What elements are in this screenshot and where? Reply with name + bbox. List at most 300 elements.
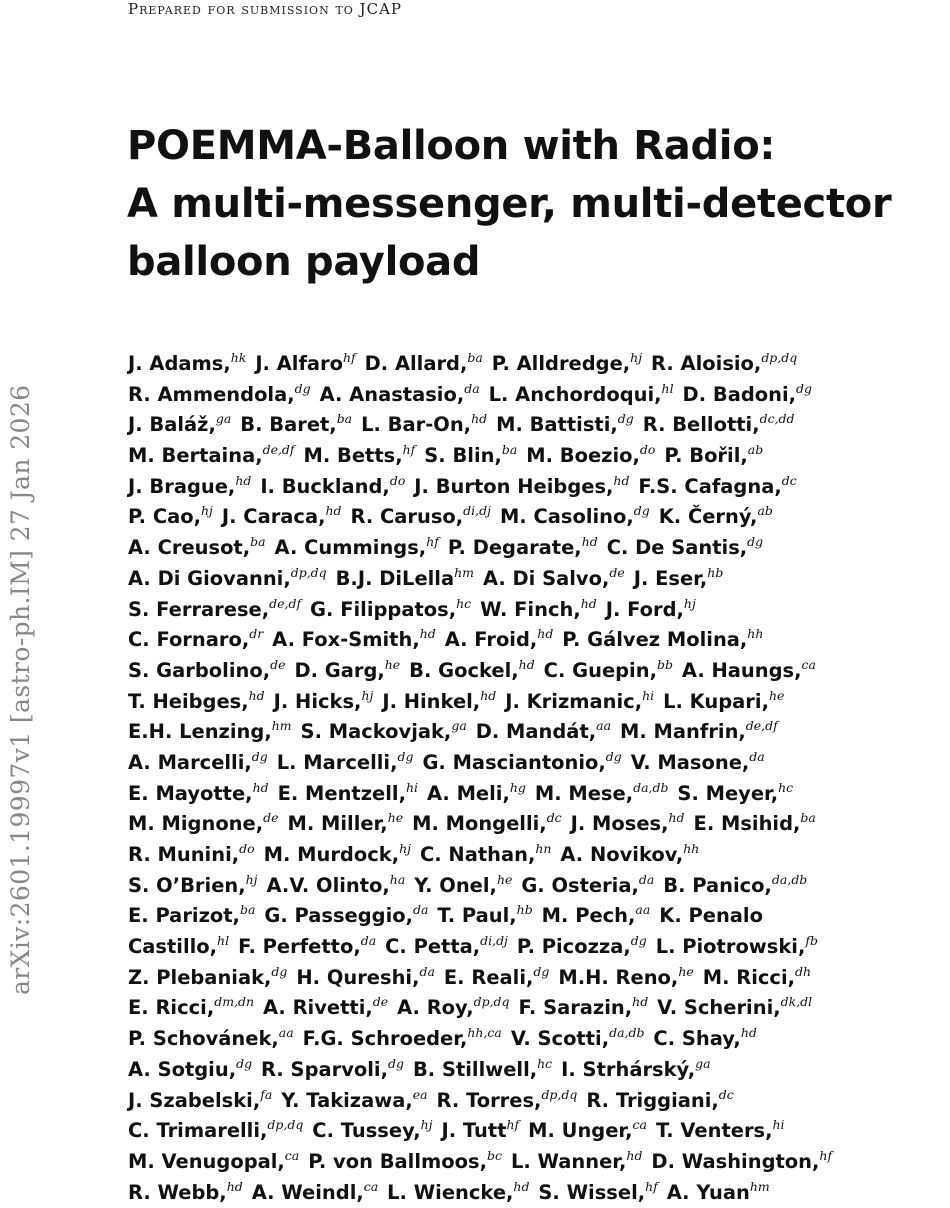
affiliation-marker: hk (230, 350, 247, 365)
affiliation-marker: hd (325, 503, 342, 519)
author-entry (260, 472, 406, 498)
affiliation-marker: ca (632, 1117, 647, 1133)
author-entry (240, 413, 352, 436)
affiliation-marker: do (639, 442, 656, 458)
author-entry (651, 352, 797, 375)
author-entry (659, 505, 773, 528)
affiliation-marker: he (387, 810, 404, 826)
author-name: J. Baláž, (128, 413, 216, 437)
author-entry (528, 1119, 647, 1142)
affiliation-marker: fa (260, 1086, 273, 1102)
author-entry (128, 564, 327, 590)
author-name: A. Di Salvo, (482, 566, 610, 590)
author-entry (310, 595, 472, 621)
affiliation-marker: hf (402, 442, 416, 458)
author-entry (365, 352, 483, 375)
affiliation-marker: hi (642, 687, 655, 703)
author-name: E. Mentzell, (277, 781, 406, 805)
affiliation-marker: hm (271, 718, 292, 734)
author-entry (275, 536, 439, 559)
author-name: F. Sarazin, (518, 996, 633, 1020)
author-entry (607, 536, 763, 559)
affiliation-marker: bc (486, 1147, 502, 1163)
affiliation-marker: hj (399, 841, 411, 856)
affiliation-marker: hf (506, 1117, 520, 1133)
author-entry (128, 656, 286, 682)
author-name: R. Ammendola, (128, 382, 295, 406)
author-entry (263, 996, 388, 1019)
affiliation-marker: dg (617, 411, 634, 427)
affiliation-marker: hd (518, 656, 535, 672)
author-entry (304, 444, 416, 467)
author-name: A. Marcelli, (128, 750, 252, 774)
author-name: Z. Plebaniak, (128, 965, 272, 989)
author-entry (412, 1055, 553, 1081)
author-name: P. Alldredge, (491, 352, 631, 375)
author-entry (128, 595, 302, 621)
author-entry (681, 656, 816, 682)
author-entry (281, 1086, 428, 1112)
author-entry (620, 720, 778, 743)
author-entry (496, 413, 634, 436)
author-name: M. Casolino, (499, 505, 634, 529)
author-name: B. Gockel, (409, 658, 519, 682)
author-entry (287, 812, 403, 835)
author-name: J. Krizmanic, (505, 689, 643, 713)
author-name: A. Sotgiu, (128, 1057, 237, 1081)
author-name: V. Scherini, (657, 996, 781, 1020)
affiliation-marker: dg (533, 963, 550, 979)
affiliation-marker: hb (707, 564, 724, 580)
affiliation-marker: fb (805, 933, 818, 949)
author-entry (630, 748, 765, 774)
author-line (128, 564, 946, 595)
author-entry (301, 720, 467, 743)
affiliation-marker: aa (635, 902, 651, 918)
author-name: P. Picozza, (516, 935, 631, 959)
author-entry (543, 656, 673, 682)
author-name: C. Guepin, (543, 658, 657, 682)
affiliation-marker: hd (626, 1147, 643, 1163)
affiliation-marker: hj (201, 503, 213, 519)
author-entry (663, 871, 808, 897)
affiliation-marker: hd (419, 626, 436, 642)
author-entry (605, 595, 696, 621)
author-name: R. Munini, (128, 843, 240, 866)
affiliation-marker: da,db (633, 779, 669, 795)
author-name: M. Bertaina, (128, 444, 263, 468)
author-name: C. Fornaro, (128, 628, 250, 652)
author-entry (319, 380, 480, 406)
author-name: J. Alfaro (255, 352, 343, 375)
author-name: E. Reali, (443, 965, 534, 989)
title-line: A multi-messenger, multi-detector (127, 181, 892, 227)
affiliation-marker: dg (747, 534, 764, 550)
author-entry (651, 1147, 833, 1173)
author-entry (517, 935, 647, 958)
affiliation-marker: de (270, 656, 286, 672)
affiliation-marker: dr (249, 626, 264, 642)
author-name: L. Wanner, (510, 1149, 627, 1173)
author-name: A. Cummings, (274, 536, 427, 560)
affiliation-marker: hf (819, 1147, 833, 1163)
title-line: balloon payload (127, 239, 481, 285)
affiliation-marker: hj (361, 687, 374, 703)
affiliation-marker: ca (801, 656, 816, 672)
author-line (128, 380, 946, 411)
author-name: L. Wiencke, (387, 1180, 514, 1204)
author-name: S. Blin, (424, 444, 502, 468)
affiliation-marker: hc (778, 779, 794, 795)
author-entry (511, 1027, 645, 1050)
affiliation-marker: hc (537, 1055, 553, 1071)
author-name: J. Ford, (605, 597, 684, 621)
author-name: D. Washington, (651, 1149, 820, 1173)
author-name: A. Yuan (666, 1180, 750, 1204)
author-entry (677, 779, 794, 805)
running-header: Prepared for submission to JCAP (128, 0, 403, 18)
author-name: J. Adams, (128, 352, 231, 375)
author-name: M. Battisti, (496, 413, 618, 437)
affiliation-marker: aa (596, 718, 612, 734)
author-name: S. Garbolino, (128, 658, 271, 682)
affiliation-marker: di,dj (480, 933, 508, 949)
author-entry (571, 812, 685, 835)
author-entry (443, 963, 550, 989)
author-entry (128, 1178, 243, 1204)
affiliation-marker: dg (251, 748, 268, 764)
author-name: A. Di Giovanni, (128, 566, 291, 590)
author-entry (128, 413, 231, 436)
affiliation-marker: ca (363, 1178, 379, 1194)
author-name: J. Brague, (128, 474, 236, 498)
author-name: B. Panico, (663, 873, 772, 897)
author-name: B. Stillwell, (412, 1057, 538, 1081)
author-line (128, 871, 946, 902)
affiliation-marker: dp,dq (290, 564, 327, 580)
affiliation-marker: dh (795, 963, 812, 979)
affiliation-marker: hd (537, 626, 554, 642)
author-entry (238, 935, 376, 958)
author-entry (266, 871, 406, 897)
author-name: A. Meli, (426, 781, 510, 805)
author-entry (534, 779, 669, 805)
author-name: C. Petta, (385, 935, 481, 959)
affiliation-marker: he (384, 656, 401, 672)
author-name: G. Filippatos, (310, 597, 457, 621)
affiliation-marker: dg (397, 748, 414, 764)
author-name: C. Trimarelli, (128, 1119, 268, 1143)
author-name: C. Tussey, (312, 1119, 421, 1143)
author-name: C. Nathan, (419, 843, 536, 866)
affiliation-marker: ba (800, 810, 816, 826)
author-entry (488, 380, 674, 406)
author-name: P. Bořil, (664, 444, 748, 468)
author-entry (128, 1055, 253, 1081)
author-name: P. Schovánek, (128, 1027, 279, 1051)
author-entry (128, 812, 278, 835)
title-line: POEMMA-Balloon with Radio: (127, 123, 776, 169)
affiliation-marker: hj (420, 1117, 433, 1133)
author-name: B. Baret, (240, 413, 337, 437)
author-name: R. Caruso, (350, 505, 464, 529)
author-entry (694, 812, 816, 835)
author-line (128, 963, 946, 994)
author-entry (251, 1178, 379, 1204)
author-line (128, 441, 946, 472)
author-line (128, 1055, 946, 1086)
affiliation-marker: hd (632, 994, 649, 1010)
affiliation-marker: he (496, 871, 513, 887)
affiliation-marker: he (678, 963, 694, 979)
author-entry (414, 472, 630, 498)
author-entry (656, 1119, 785, 1142)
author-entry (128, 843, 255, 866)
author-name: F.S. Cafagna, (638, 474, 782, 498)
author-name: D. Mandát, (475, 720, 597, 744)
author-entry (448, 536, 598, 559)
author-name: I. Strhárský, (561, 1057, 696, 1081)
affiliation-marker: dp,dq (267, 1117, 304, 1133)
affiliation-marker: dg (236, 1055, 253, 1071)
author-entry (128, 1086, 273, 1112)
affiliation-marker: de,df (262, 442, 295, 458)
author-line (128, 625, 946, 656)
author-entry (385, 935, 508, 958)
author-name: A. Haungs, (681, 658, 802, 682)
author-name: J. Hicks, (273, 689, 362, 713)
affiliation-marker: hd (480, 687, 497, 703)
author-line (128, 595, 946, 626)
affiliation-marker: ba (501, 442, 518, 458)
author-name: P. Gálvez Molina, (562, 628, 748, 652)
author-name: H. Qureshi, (296, 965, 420, 989)
author-line (128, 472, 946, 503)
author-name: W. Finch, (480, 597, 581, 621)
author-name: M.H. Reno, (558, 965, 679, 989)
author-entry (128, 963, 288, 989)
affiliation-marker: hd (740, 1025, 757, 1041)
author-entry (335, 564, 474, 590)
affiliation-marker: hd (580, 595, 597, 611)
author-name: I. Buckland, (260, 474, 390, 498)
author-entry (128, 1119, 303, 1142)
author-entry (505, 687, 655, 713)
author-entry (500, 505, 650, 528)
author-entry (562, 628, 763, 651)
affiliation-marker: dp,dq (473, 994, 510, 1010)
affiliation-marker: di,dj (463, 503, 491, 519)
author-name: M. Ricci, (702, 965, 796, 989)
author-entry (128, 380, 311, 406)
affiliation-marker: hd (513, 1178, 530, 1194)
affiliation-marker: hj (245, 871, 258, 887)
affiliation-marker: ba (239, 902, 256, 918)
author-line (128, 993, 946, 1024)
affiliation-marker: hd (613, 472, 630, 488)
author-name: M. Mignone, (128, 812, 264, 836)
affiliation-marker: ba (467, 350, 483, 365)
author-name: M. Unger, (528, 1119, 633, 1143)
author-entry (128, 1027, 294, 1050)
author-line (128, 410, 946, 441)
affiliation-marker: hh,ca (467, 1025, 502, 1041)
author-entry (397, 996, 509, 1019)
affiliation-marker: dg (387, 1055, 404, 1071)
author-name: T. Venters, (655, 1119, 773, 1143)
author-name: M. Betts, (303, 444, 403, 468)
author-entry (350, 505, 490, 528)
affiliation-marker: do (389, 472, 406, 488)
author-name: K. Černý, (658, 505, 758, 529)
author-entry (276, 748, 414, 774)
arxiv-identifier-stamp[interactable]: arXiv:2601.19997v1 [astro-ph.IM] 27 Jan 2026 (6, 384, 35, 995)
affiliation-marker: hi (405, 779, 419, 795)
affiliation-marker: hl (661, 380, 674, 396)
affiliation-marker: hd (248, 687, 265, 703)
author-name: R. Sparvoli, (261, 1057, 388, 1081)
affiliation-marker: aa (278, 1025, 294, 1041)
author-entry (128, 505, 213, 528)
affiliation-marker: dp,dq (541, 1086, 578, 1102)
affiliation-marker: da (419, 963, 435, 979)
author-name: V. Scotti, (510, 1027, 610, 1051)
author-name: A. Rivetti, (263, 996, 373, 1020)
affiliation-marker: dk,dl (780, 994, 813, 1010)
author-name: E. Parizot, (128, 904, 240, 928)
affiliation-marker: he (768, 687, 785, 703)
affiliation-marker: ea (412, 1086, 428, 1102)
author-entry (261, 1055, 404, 1081)
author-entry (264, 904, 428, 927)
affiliation-marker: dg (633, 503, 650, 519)
affiliation-marker: dc (718, 1086, 734, 1102)
affiliation-marker: da,db (609, 1025, 645, 1041)
author-entry (128, 472, 252, 498)
affiliation-marker: de (263, 810, 279, 826)
author-name: E.H. Lenzing, (128, 720, 272, 744)
author-name: M. Boezio, (526, 444, 640, 468)
author-name: M. Miller, (287, 812, 388, 836)
author-entry (663, 687, 785, 713)
author-line (128, 1116, 946, 1147)
author-name: M. Murdock, (263, 843, 400, 866)
author-line (128, 1178, 946, 1208)
author-name: C. De Santis, (606, 536, 748, 560)
author-name: F. Perfetto, (238, 935, 361, 959)
author-name: G. Passeggio, (264, 904, 414, 928)
affiliation-marker: de (609, 564, 625, 580)
author-entry (561, 1055, 711, 1081)
affiliation-marker: ha (389, 871, 406, 887)
author-name: A.V. Olinto, (266, 873, 390, 897)
affiliation-marker: hf (426, 534, 439, 550)
affiliation-marker: dm,dn (214, 994, 255, 1010)
author-name: A. Fox-Smith, (272, 628, 420, 652)
author-line (128, 533, 946, 564)
author-entry (656, 935, 818, 958)
author-name: M. Mese, (534, 781, 634, 805)
author-entry (382, 687, 497, 713)
author-name: M. Venugopal, (128, 1149, 285, 1173)
author-name: J. Hinkel, (382, 689, 481, 713)
author-name: C. Shay, (653, 1027, 741, 1051)
author-name: P. von Ballmoos, (308, 1149, 487, 1173)
author-name: E. Mayotte, (128, 781, 253, 805)
author-name: R. Webb, (128, 1180, 227, 1204)
author-entry (128, 1147, 300, 1173)
affiliation-marker: hj (683, 595, 696, 611)
author-name: R. Triggiani, (586, 1088, 719, 1112)
affiliation-marker: hn (535, 841, 552, 856)
affiliation-marker: dc (546, 810, 562, 826)
author-line (128, 656, 946, 687)
author-entry (303, 1027, 502, 1050)
author-name: A. Weindl, (251, 1180, 364, 1204)
author-entry (128, 720, 292, 743)
author-entry (273, 687, 374, 713)
author-entry (538, 1178, 658, 1204)
author-name: A. Roy, (397, 996, 474, 1020)
author-entry (476, 720, 611, 743)
author-name: B.J. DiLella (335, 566, 455, 590)
affiliation-marker: hd (235, 472, 252, 488)
author-entry (128, 996, 254, 1019)
affiliation-marker: ab (747, 442, 764, 458)
author-entry (128, 779, 269, 805)
author-entry (409, 656, 535, 682)
author-name: P. Degarate, (447, 536, 582, 560)
affiliation-marker: hm (749, 1178, 770, 1194)
author-name: S. Ferrarese, (128, 597, 270, 621)
author-name: T. Heibges, (128, 689, 249, 713)
author-entry (526, 444, 655, 467)
author-line (128, 1147, 946, 1178)
author-entry (128, 628, 263, 651)
author-entry (445, 628, 554, 651)
affiliation-marker: dg (271, 963, 288, 979)
affiliation-marker: da (464, 380, 480, 396)
author-name: J. Tutt (441, 1119, 507, 1143)
author-name: D. Allard, (364, 352, 468, 375)
author-entry (542, 904, 651, 927)
author-entry (128, 935, 229, 958)
author-name: L. Anchordoqui, (488, 382, 662, 406)
author-entry (682, 380, 812, 406)
author-name: R. Torres, (436, 1088, 542, 1112)
author-name: G. Masciantonio, (422, 750, 606, 774)
author-name: R. Aloisio, (651, 352, 762, 375)
author-line (128, 1086, 946, 1117)
author-entry (643, 413, 795, 436)
author-name: S. Mackovjak, (300, 720, 452, 744)
author-entry (294, 656, 401, 682)
author-line (128, 502, 946, 533)
author-name: S. O’Brien, (128, 873, 246, 897)
author-name: A. Novikov, (560, 843, 684, 866)
author-entry (510, 1147, 643, 1173)
affiliation-marker: de (372, 994, 389, 1010)
paper-title (127, 117, 907, 291)
author-name: Y. Onel, (414, 873, 497, 897)
author-entry (296, 963, 435, 989)
affiliation-marker: hd (226, 1178, 243, 1194)
author-line (128, 840, 946, 871)
author-line (128, 779, 946, 810)
affiliation-marker: ga (215, 411, 232, 427)
affiliation-marker: do (239, 841, 255, 856)
author-entry (664, 444, 763, 467)
